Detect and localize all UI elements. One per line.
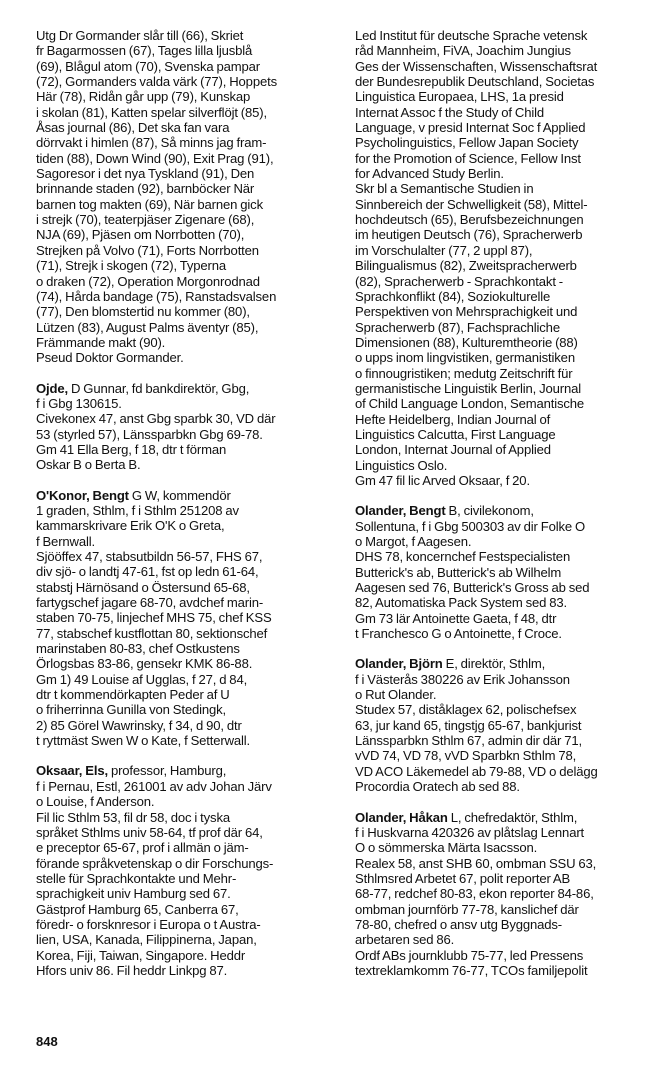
entry-line: dtr t kommendörkapten Peder af U xyxy=(36,687,230,703)
entry-line: for the Promotion of Science, Fellow Inst xyxy=(355,150,581,166)
entry-line: tiden (88), Down Wind (90), Exit Prag (91), xyxy=(36,150,274,166)
entry-line: 82, Automatiska Pack System sed 83. xyxy=(355,595,568,611)
entry-line: Internat Assoc f the Study of Child xyxy=(355,104,544,120)
entry-line: Skr bl a Semantische Studien in xyxy=(355,181,534,197)
entry-line: Led Institut für deutsche Sprache vetensk xyxy=(355,28,588,43)
page-number: 848 xyxy=(36,1034,58,1049)
entry-line: Sagoresor i det nya Tyskland (91), Den xyxy=(36,166,255,182)
entry-line xyxy=(36,763,332,778)
entry-line xyxy=(36,381,332,396)
entry-line: f i Gbg 130615. xyxy=(36,395,122,411)
entry-line: Gästprof Hamburg 65, Canberra 67, xyxy=(36,901,239,917)
entry-olander-hakan xyxy=(355,810,651,979)
left-column xyxy=(36,28,332,978)
entry-line: o finnougristiken; medutg Zeitschrift für xyxy=(355,365,573,381)
entry-line: 2) 85 Görel Wawrinsky, f 34, d 90, dtr xyxy=(36,717,242,733)
entry-line: VD ACO Läkemedel ab 79-88, VD o delägg xyxy=(355,763,598,779)
entry-line: o Margot, f Aagesen. xyxy=(355,534,472,549)
entry-line: div sjö- o landtj 47-61, fst op ledn 61-64, xyxy=(36,564,259,580)
entry-line: Sjööffex 47, stabsutbildn 56-57, FHS 67, xyxy=(36,549,263,564)
entry-oksaar-cont xyxy=(355,28,651,488)
entry-line: 68-77, redchef 80-83, ekon reporter 84-86, xyxy=(355,886,594,902)
entry-line: fr Bagarmossen (67), Tages lilla ljusblå xyxy=(36,43,253,59)
entry-line: o upps inom lingvistiken, germanistiken xyxy=(355,350,575,366)
entry-line: Language, v presid Internat Soc f Applied xyxy=(355,120,586,136)
entry-line: Gm 47 fil lic Arved Oksaar, f 20. xyxy=(355,472,530,488)
entry-line: Främmande makt (90). xyxy=(36,334,166,350)
entry-line: sprachigkeit univ Hamburg sed 67. xyxy=(36,886,231,902)
entry-heading: Olander, Bengt xyxy=(355,503,446,519)
entry-oksaar xyxy=(36,763,332,978)
entry-line: Dimensionen (88), Kulturemtheorie (88) xyxy=(355,334,578,350)
entry-line: DHS 78, koncernchef Festspecialisten xyxy=(355,549,571,565)
entry-line: t Franchesco G o Antoinette, f Croce. xyxy=(355,626,562,642)
entry-line xyxy=(355,656,651,671)
entry-line: språket Sthlms univ 58-64, tf prof där 64, xyxy=(36,824,263,840)
right-column xyxy=(355,28,651,978)
entry-line: Pseud Doktor Gormander. xyxy=(36,350,184,366)
entry-line: Sinnbereich der Schwelligkeit (58), Mittel- xyxy=(355,196,588,212)
entry-line: of Child Language London, Semantische xyxy=(355,396,585,412)
entry-line: (71), Strejk i skogen (72), Typerna xyxy=(36,258,226,274)
entry-heading-rest: B, civilekonom, xyxy=(445,503,534,519)
entry-line: NJA (69), Pjäsen om Norrbotten (70), xyxy=(36,227,245,243)
entry-line xyxy=(355,503,651,518)
entry-line: vVD 74, VD 78, vVD Sparbkn Sthlm 78, xyxy=(355,748,577,764)
entry-line xyxy=(355,810,651,825)
entry-line: Gm 41 Ella Berg, f 18, dtr t förman xyxy=(36,441,227,457)
entry-line xyxy=(36,488,332,503)
entry-line: Ordf ABs journklubb 75-77, led Pressens xyxy=(355,947,584,963)
entry-line: barnen tog makten (69), När barnen gick xyxy=(36,196,263,212)
entry-line: föredr- o forsknresor i Europa o t Austra- xyxy=(36,916,261,932)
entry-line: Studex 57, diståklagex 62, polischefsex xyxy=(355,702,577,718)
entry-line: der Bundesrepublik Deutschland, Societas xyxy=(355,74,595,90)
entry-line: Civekonex 47, anst Gbg sparbk 30, VD där xyxy=(36,411,276,427)
entry-line: f i Huskvarna 420326 av plåtslag Lennart xyxy=(355,824,585,840)
entry-line: Aagesen sed 76, Butterick's Gross ab sed xyxy=(355,580,590,596)
entry-line: O o sömmerska Märta Isacsson. xyxy=(355,840,538,856)
entry-heading-rest: D Gunnar, fd bankdirektör, Gbg, xyxy=(68,380,250,396)
entry-line: Hfors univ 86. Fil heddr Linkpg 87. xyxy=(36,962,228,978)
entry-line: f Bernwall. xyxy=(36,533,95,549)
entry-line: Här (78), Ridån går upp (79), Kunskap xyxy=(36,89,251,105)
entry-line: Hefte Heidelberg, Indian Journal of xyxy=(355,411,551,427)
entry-line: Butterick's ab, Butterick's ab Wilhelm xyxy=(355,564,562,580)
entry-line: staben 70-75, linjechef MHS 75, chef KSS xyxy=(36,610,272,626)
entry-line: fartygschef jagare 68-70, avdchef marin- xyxy=(36,595,264,611)
entry-line: Bilingualismus (82), Zweitspracherwerb xyxy=(355,258,577,274)
entry-line: i strejk (70), teaterpjäser Zigenare (68), xyxy=(36,212,255,228)
entry-line: im heutigen Deutsch (76), Spracherwerb xyxy=(355,227,583,243)
entry-line: arbetaren sed 86. xyxy=(355,932,455,948)
entry-line: Procordia Oratech ab sed 88. xyxy=(355,779,520,795)
entry-line: f i Pernau, Estl, 261001 av adv Johan Järv xyxy=(36,778,272,794)
entry-ojde xyxy=(36,381,332,473)
entry-line: e preceptor 65-67, prof i allmän o jäm- xyxy=(36,840,249,856)
entry-line: 1 graden, Sthlm, f i Sthlm 251208 av xyxy=(36,502,239,518)
entry-heading: Olander, Björn xyxy=(355,656,443,672)
entry-line: Gm 73 lär Antoinette Gaeta, f 48, dtr xyxy=(355,610,557,626)
entry-line: o draken (72), Operation Morgonrodnad xyxy=(36,273,260,289)
entry-okonor xyxy=(36,488,332,749)
entry-line: o friherrinna Gunilla von Stedingk, xyxy=(36,702,226,718)
entry-heading-rest: E, direktör, Sthlm, xyxy=(442,656,546,672)
entry-line: Örlogsbas 83-86, gensekr KMK 86-88. xyxy=(36,656,253,672)
entry-line: Perspektiven von Mehrsprachigkeit und xyxy=(355,304,578,320)
entry-heading: O'Konor, Bengt xyxy=(36,487,129,503)
entry-line: (72), Gormanders valda värk (77), Hoppets xyxy=(36,74,277,90)
entry-heading: Oksaar, Els, xyxy=(36,763,108,779)
entry-line: (82), Spracherwerb - Sprachkontakt - xyxy=(355,273,564,289)
entry-line: hochdeutsch (65), Berufsbezeichnungen xyxy=(355,212,584,228)
entry-line: Sthlmsred Arbetet 67, polit reporter AB xyxy=(355,870,571,886)
entry-heading-rest: professor, Hamburg, xyxy=(107,763,227,779)
entry-line: London, Internat Journal of Applied xyxy=(355,442,551,458)
entry-line: stelle für Sprachkontakte und Mehr- xyxy=(36,870,237,886)
entry-line: 53 (styrled 57), Länssparbkn Gbg 69-78. xyxy=(36,426,263,442)
entry-line: Linguistics Calcutta, First Language xyxy=(355,426,556,442)
entry-line: 77, stabschef kustflottan 80, sektionschef xyxy=(36,625,268,641)
entry-line: Länssparbkn Sthlm 67, admin dir där 71, xyxy=(355,733,582,749)
entry-line: 63, jur kand 65, tingstjg 65-67, bankjurist xyxy=(355,717,582,733)
entry-line: lien, USA, Kanada, Filippinerna, Japan, xyxy=(36,932,257,948)
entry-line: Sollentuna, f i Gbg 500303 av dir Folke O xyxy=(355,518,586,534)
entry-line: Utg Dr Gormander slår till (66), Skriet xyxy=(36,28,244,43)
entry-line: for Advanced Study Berlin. xyxy=(355,166,504,182)
entry-line: dörrvakt i himlen (87), Så minns jag fram- xyxy=(36,135,267,151)
entry-line: råd Mannheim, FiVA, Joachim Jungius xyxy=(355,43,571,59)
entry-line: im Vorschulalter (77, 2 uppl 87), xyxy=(355,242,533,258)
entry-line: Gm 1) 49 Louise af Ugglas, f 27, d 84, xyxy=(36,671,248,687)
entry-line: textreklamkomm 76-77, TCOs familjepolit xyxy=(355,962,588,978)
entry-line: (77), Den blomstertid nu kommer (80), xyxy=(36,304,250,320)
entry-heading: Ojde, xyxy=(36,380,68,396)
entry-line: Linguistics Oslo. xyxy=(355,457,448,473)
entry-line: Spracherwerb (87), Fachsprachliche xyxy=(355,319,560,335)
entry-line: f i Västerås 380226 av Erik Johansson xyxy=(355,671,570,687)
entry-line: i skolan (81), Katten spelar silverflöjt (85), xyxy=(36,104,267,120)
entry-line: Realex 58, anst SHB 60, ombman SSU 63, xyxy=(355,855,597,871)
entry-gormander-cont xyxy=(36,28,332,366)
entry-line: Oskar B o Berta B. xyxy=(36,457,141,473)
entry-line: Ges der Wissenschaften, Wissenschaftsrat xyxy=(355,58,598,74)
entry-line: brinnande staden (92), barnböcker När xyxy=(36,181,255,197)
entry-line: (69), Blågul atom (70), Svenska pampar xyxy=(36,58,260,74)
entry-line: t ryttmäst Swen W o Kate, f Setterwall. xyxy=(36,733,251,749)
entry-line: Korea, Fiji, Taiwan, Singapore. Heddr xyxy=(36,947,246,963)
entry-heading: Olander, Håkan xyxy=(355,809,448,825)
entry-olander-bengt xyxy=(355,503,651,641)
entry-line: germanistische Linguistik Berlin, Journal xyxy=(355,380,581,396)
entry-heading-rest: G W, kommendör xyxy=(128,487,231,503)
entry-olander-bjorn xyxy=(355,656,651,794)
entry-line: Strejken på Volvo (71), Forts Norrbotten xyxy=(36,242,259,258)
entry-line: o Louise, f Anderson. xyxy=(36,794,155,810)
entry-line: Fil lic Sthlm 53, fil dr 58, doc i tyska xyxy=(36,809,230,825)
entry-line: Lützen (83), August Palms äventyr (85), xyxy=(36,319,259,335)
entry-line: Sprachkonflikt (84), Soziokulturelle xyxy=(355,288,551,304)
entry-line: o Rut Olander. xyxy=(355,687,437,703)
entry-line: kammarskrivare Erik O'K o Greta, xyxy=(36,518,225,534)
entry-line: stabstj Härnösand o Östersund 65-68, xyxy=(36,579,250,595)
entry-line: förande språkvetenskap o dir Forschungs- xyxy=(36,855,274,871)
entry-line: 78-80, chefred o ansv utg Byggnads- xyxy=(355,916,562,932)
entry-line: Linguistica Europaea, LHS, 1a presid xyxy=(355,89,564,105)
entry-line: marinstaben 80-83, chef Ostkustens xyxy=(36,641,240,657)
entry-line: Psycholinguistics, Fellow Japan Society xyxy=(355,135,579,151)
entry-line: Åsas journal (86), Det ska fan vara xyxy=(36,120,230,136)
entry-line: (74), Hårda bandage (75), Ranstadsvalsen xyxy=(36,288,277,304)
entry-heading-rest: L, chefredaktör, Sthlm, xyxy=(447,809,578,825)
entry-line: ombman journförb 77-78, kanslichef där xyxy=(355,901,579,917)
